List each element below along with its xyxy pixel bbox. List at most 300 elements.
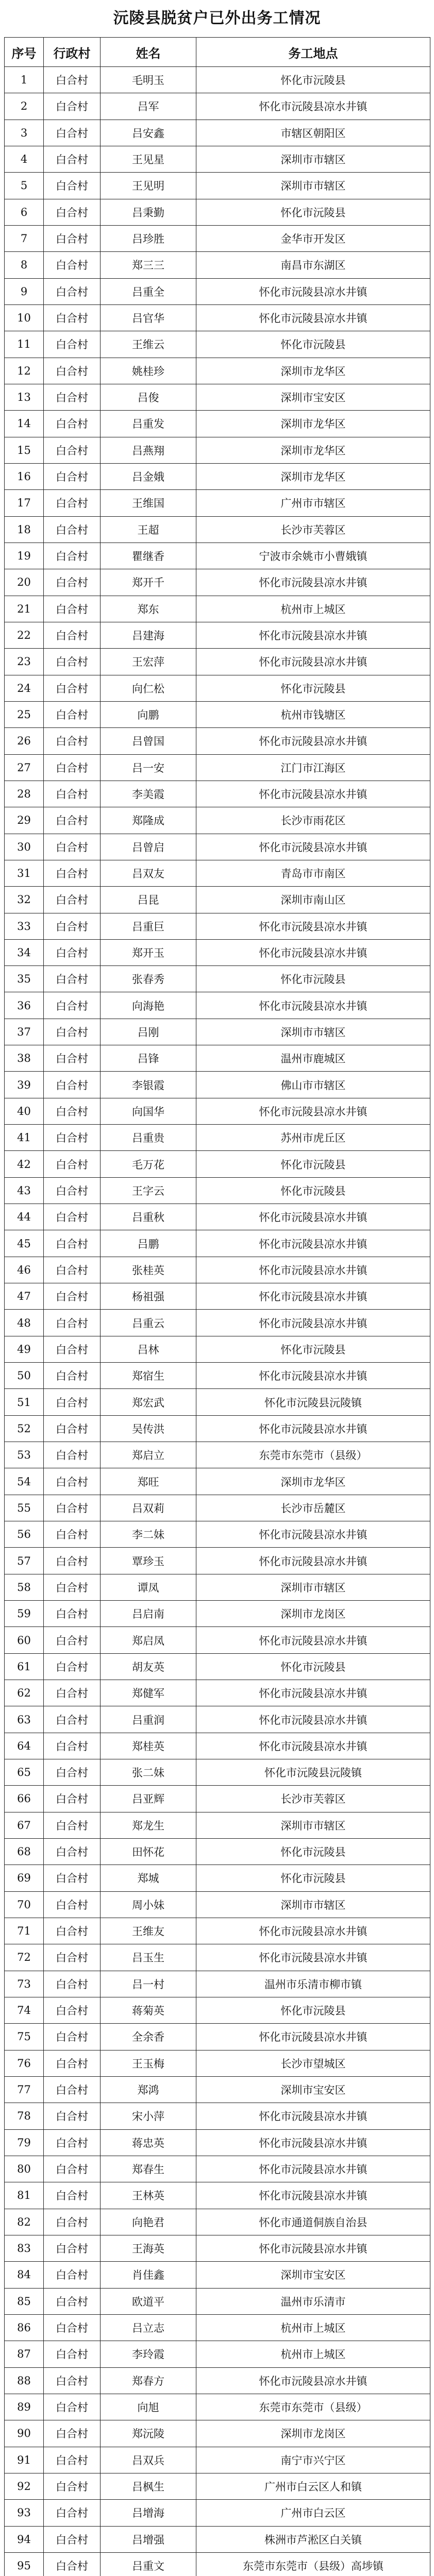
- cell-name: 郑启凤: [101, 1627, 196, 1653]
- cell-work-location: 长沙市雨花区: [196, 807, 430, 834]
- cell-village: 白合村: [44, 67, 101, 93]
- cell-work-location: 怀化市沅陵县: [196, 1653, 430, 1680]
- cell-index: 52: [5, 1415, 44, 1442]
- cell-work-location: 怀化市沅陵县: [196, 1151, 430, 1177]
- cell-name: 吕重云: [101, 1310, 196, 1336]
- table-row: [5, 1521, 430, 1548]
- cell-index: 58: [5, 1574, 44, 1600]
- table-row: [5, 2182, 430, 2209]
- cell-work-location: 温州市乐清市柳市镇: [196, 1971, 430, 1997]
- table-row: [5, 649, 430, 675]
- table-row: [5, 728, 430, 754]
- table-row: [5, 225, 430, 251]
- cell-village: 白合村: [44, 1310, 101, 1336]
- cell-index: 72: [5, 1944, 44, 1971]
- cell-work-location: 佛山市市辖区: [196, 1072, 430, 1098]
- cell-index: 83: [5, 2235, 44, 2261]
- cell-index: 92: [5, 2473, 44, 2499]
- cell-village: 白合村: [44, 1283, 101, 1310]
- cell-name: 周小妹: [101, 1891, 196, 1918]
- cell-work-location: 广州市白云区人和镇: [196, 2473, 430, 2499]
- cell-village: 白合村: [44, 701, 101, 727]
- cell-village: 白合村: [44, 2367, 101, 2394]
- cell-index: 33: [5, 913, 44, 939]
- cell-village: 白合村: [44, 596, 101, 622]
- document-title: 沅陵县脱贫户已外出务工情况: [113, 9, 321, 27]
- cell-index: 47: [5, 1283, 44, 1310]
- table-row: [5, 1759, 430, 1786]
- cell-village: 白合村: [44, 173, 101, 199]
- table-row: [5, 1865, 430, 1891]
- table-row: [5, 463, 430, 489]
- cell-village: 白合村: [44, 1495, 101, 1521]
- cell-work-location: 怀化市沅陵县凉水井镇: [196, 992, 430, 1019]
- table-row: [5, 1971, 430, 1997]
- cell-village: 白合村: [44, 1574, 101, 1600]
- table-row: [5, 2156, 430, 2182]
- table-row: [5, 2235, 430, 2261]
- cell-index: 10: [5, 304, 44, 331]
- cell-index: 69: [5, 1865, 44, 1891]
- cell-index: 17: [5, 490, 44, 516]
- cell-name: 谭凤: [101, 1574, 196, 1600]
- cell-name: 吕重秋: [101, 1204, 196, 1230]
- cell-village: 白合村: [44, 1415, 101, 1442]
- cell-name: 欧道平: [101, 2288, 196, 2314]
- cell-name: 向艳君: [101, 2209, 196, 2235]
- cell-village: 白合村: [44, 2050, 101, 2076]
- table-row: [5, 411, 430, 437]
- cell-index: 11: [5, 331, 44, 358]
- cell-village: 白合村: [44, 93, 101, 120]
- cell-index: 48: [5, 1310, 44, 1336]
- cell-village: 白合村: [44, 913, 101, 939]
- cell-village: 白合村: [44, 1045, 101, 1072]
- cell-name: 吕金娥: [101, 463, 196, 489]
- cell-village: 白合村: [44, 1468, 101, 1495]
- cell-name: 蒋忠英: [101, 2129, 196, 2156]
- table-row: [5, 1838, 430, 1865]
- table-row: [5, 1098, 430, 1124]
- cell-index: 34: [5, 939, 44, 965]
- cell-name: 吕安鑫: [101, 120, 196, 146]
- cell-village: 白合村: [44, 887, 101, 913]
- cell-work-location: 怀化市沅陵县凉水井镇: [196, 1733, 430, 1759]
- cell-work-location: 东莞市东莞市（县级）高埗镇: [196, 2552, 430, 2576]
- cell-index: 75: [5, 2024, 44, 2050]
- cell-name: 吕林: [101, 1336, 196, 1362]
- cell-work-location: 长沙市芙蓉区: [196, 516, 430, 543]
- cell-work-location: 怀化市沅陵县凉水井镇: [196, 1548, 430, 1574]
- table-row: [5, 2500, 430, 2526]
- cell-index: 89: [5, 2394, 44, 2420]
- table-row: [5, 2341, 430, 2367]
- cell-name: 王宏萍: [101, 649, 196, 675]
- cell-index: 40: [5, 1098, 44, 1124]
- table-row: [5, 754, 430, 781]
- cell-name: 毛明玉: [101, 67, 196, 93]
- cell-name: 王林英: [101, 2182, 196, 2209]
- cell-name: 蒋菊英: [101, 1997, 196, 2023]
- table-row: [5, 67, 430, 93]
- cell-work-location: 深圳市市辖区: [196, 1812, 430, 1838]
- cell-index: 28: [5, 781, 44, 807]
- cell-work-location: 怀化市沅陵县凉水井镇: [196, 834, 430, 860]
- cell-work-location: 深圳市市辖区: [196, 173, 430, 199]
- cell-work-location: 怀化市沅陵县凉水井镇: [196, 1363, 430, 1389]
- table-row: [5, 516, 430, 543]
- cell-work-location: 苏州市虎丘区: [196, 1125, 430, 1151]
- cell-work-location: 怀化市沅陵县凉水井镇: [196, 1204, 430, 1230]
- cell-index: 3: [5, 120, 44, 146]
- cell-work-location: 广州市市辖区: [196, 490, 430, 516]
- cell-village: 白合村: [44, 1918, 101, 1944]
- cell-name: 郑春生: [101, 2156, 196, 2182]
- table-row: [5, 1627, 430, 1653]
- cell-index: 35: [5, 966, 44, 992]
- cell-name: 王见星: [101, 146, 196, 172]
- cell-work-location: 怀化市沅陵县凉水井镇: [196, 1257, 430, 1283]
- table-row: [5, 2314, 430, 2341]
- cell-index: 12: [5, 358, 44, 384]
- cell-name: 郑龙生: [101, 1812, 196, 1838]
- cell-village: 白合村: [44, 781, 101, 807]
- cell-index: 64: [5, 1733, 44, 1759]
- cell-village: 白合村: [44, 516, 101, 543]
- cell-index: 5: [5, 173, 44, 199]
- cell-name: 向国华: [101, 1098, 196, 1124]
- cell-name: 吕俊: [101, 384, 196, 410]
- cell-index: 86: [5, 2314, 44, 2341]
- cell-index: 29: [5, 807, 44, 834]
- cell-work-location: 东莞市东莞市（县级）: [196, 1442, 430, 1468]
- cell-village: 白合村: [44, 569, 101, 596]
- table-row: [5, 93, 430, 120]
- cell-index: 53: [5, 1442, 44, 1468]
- cell-name: 吕官华: [101, 304, 196, 331]
- cell-village: 白合村: [44, 331, 101, 358]
- cell-village: 白合村: [44, 860, 101, 886]
- cell-work-location: 怀化市通道侗族自治县: [196, 2209, 430, 2235]
- cell-name: 吕立志: [101, 2314, 196, 2341]
- table-row: [5, 1786, 430, 1812]
- cell-village: 白合村: [44, 437, 101, 463]
- table-row: [5, 2050, 430, 2076]
- cell-village: 白合村: [44, 1521, 101, 1548]
- table-row: [5, 2552, 430, 2576]
- cell-name: 王维云: [101, 331, 196, 358]
- cell-work-location: 怀化市沅陵县凉水井镇: [196, 622, 430, 648]
- cell-name: 郑鸿: [101, 2076, 196, 2103]
- cell-work-location: 怀化市沅陵县: [196, 1838, 430, 1865]
- cell-village: 白合村: [44, 2314, 101, 2341]
- table-row: [5, 2447, 430, 2473]
- table-row: [5, 2262, 430, 2288]
- cell-work-location: 怀化市沅陵县: [196, 966, 430, 992]
- cell-name: 郑三三: [101, 252, 196, 278]
- table-row: [5, 1706, 430, 1733]
- cell-name: 吕秉勤: [101, 199, 196, 225]
- cell-index: 36: [5, 992, 44, 1019]
- cell-name: 张春秀: [101, 966, 196, 992]
- table-row: [5, 2288, 430, 2314]
- table-row: [5, 1177, 430, 1204]
- cell-work-location: 怀化市沅陵县凉水井镇: [196, 1944, 430, 1971]
- cell-village: 白合村: [44, 675, 101, 701]
- table-row: [5, 1389, 430, 1415]
- table-row: [5, 1257, 430, 1283]
- cell-work-location: 青岛市市南区: [196, 860, 430, 886]
- table-row: [5, 1072, 430, 1098]
- cell-work-location: 怀化市沅陵县沅陵镇: [196, 1389, 430, 1415]
- cell-index: 19: [5, 543, 44, 569]
- table-row: [5, 252, 430, 278]
- table-row: [5, 1230, 430, 1257]
- cell-name: 吕刚: [101, 1019, 196, 1045]
- table-row: [5, 1918, 430, 1944]
- cell-name: 吕双兵: [101, 2447, 196, 2473]
- cell-name: 郑宏武: [101, 1389, 196, 1415]
- cell-work-location: 深圳市龙华区: [196, 358, 430, 384]
- cell-village: 白合村: [44, 2420, 101, 2447]
- cell-village: 白合村: [44, 2156, 101, 2182]
- table-row: [5, 807, 430, 834]
- cell-work-location: 怀化市沅陵县凉水井镇: [196, 1627, 430, 1653]
- table-row: [5, 199, 430, 225]
- table-row: [5, 2473, 430, 2499]
- cell-name: 郑东: [101, 596, 196, 622]
- cell-work-location: 广州市白云区: [196, 2500, 430, 2526]
- table-row: [5, 437, 430, 463]
- cell-index: 49: [5, 1336, 44, 1362]
- table-row: [5, 860, 430, 886]
- cell-name: 覃珍玉: [101, 1548, 196, 1574]
- cell-work-location: 江门市江海区: [196, 754, 430, 781]
- cell-name: 吕珍胜: [101, 225, 196, 251]
- cell-name: 郑旺: [101, 1468, 196, 1495]
- cell-index: 78: [5, 2103, 44, 2129]
- cell-village: 白合村: [44, 2076, 101, 2103]
- data-table: [4, 37, 430, 2576]
- cell-index: 30: [5, 834, 44, 860]
- cell-index: 15: [5, 437, 44, 463]
- cell-name: 向旭: [101, 2394, 196, 2420]
- cell-village: 白合村: [44, 1601, 101, 1627]
- cell-name: 吕曾国: [101, 728, 196, 754]
- cell-work-location: 南昌市东湖区: [196, 252, 430, 278]
- cell-work-location: 怀化市沅陵县凉水井镇: [196, 569, 430, 596]
- cell-work-location: 怀化市沅陵县凉水井镇: [196, 1310, 430, 1336]
- cell-name: 郑桂英: [101, 1733, 196, 1759]
- table-row: [5, 1151, 430, 1177]
- cell-name: 王见明: [101, 173, 196, 199]
- cell-name: 向海艳: [101, 992, 196, 1019]
- cell-index: 39: [5, 1072, 44, 1098]
- cell-village: 白合村: [44, 622, 101, 648]
- table-row: [5, 1495, 430, 1521]
- cell-name: 吕枫生: [101, 2473, 196, 2499]
- cell-index: 45: [5, 1230, 44, 1257]
- table-row: [5, 358, 430, 384]
- cell-name: 吕重巨: [101, 913, 196, 939]
- cell-village: 白合村: [44, 992, 101, 1019]
- cell-index: 32: [5, 887, 44, 913]
- cell-work-location: 温州市鹿城区: [196, 1045, 430, 1072]
- cell-name: 姚桂珍: [101, 358, 196, 384]
- cell-village: 白合村: [44, 1971, 101, 1997]
- cell-work-location: 怀化市沅陵县凉水井镇: [196, 781, 430, 807]
- cell-work-location: 怀化市沅陵县: [196, 1997, 430, 2023]
- cell-work-location: 深圳市龙华区: [196, 411, 430, 437]
- cell-index: 46: [5, 1257, 44, 1283]
- cell-village: 白合村: [44, 358, 101, 384]
- table-row: [5, 2129, 430, 2156]
- cell-work-location: 深圳市南山区: [196, 887, 430, 913]
- table-row: [5, 1680, 430, 1706]
- table-row: [5, 1468, 430, 1495]
- cell-village: 白合村: [44, 1442, 101, 1468]
- header-row: [5, 38, 430, 67]
- table-row: [5, 781, 430, 807]
- cell-work-location: 怀化市沅陵县: [196, 331, 430, 358]
- cell-index: 6: [5, 199, 44, 225]
- cell-name: 肖佳鑫: [101, 2262, 196, 2288]
- cell-work-location: 怀化市沅陵县凉水井镇: [196, 1415, 430, 1442]
- cell-village: 白合村: [44, 2288, 101, 2314]
- cell-work-location: 深圳市龙华区: [196, 1468, 430, 1495]
- cell-village: 白合村: [44, 1759, 101, 1786]
- cell-index: 4: [5, 146, 44, 172]
- cell-work-location: 宁波市余姚市小曹娥镇: [196, 543, 430, 569]
- cell-village: 白合村: [44, 1997, 101, 2023]
- cell-index: 1: [5, 67, 44, 93]
- cell-name: 郑城: [101, 1865, 196, 1891]
- cell-work-location: 怀化市沅陵县凉水井镇: [196, 1918, 430, 1944]
- cell-index: 57: [5, 1548, 44, 1574]
- table-row: [5, 331, 430, 358]
- cell-village: 白合村: [44, 1653, 101, 1680]
- cell-work-location: 长沙市岳麓区: [196, 1495, 430, 1521]
- cell-name: 吕重润: [101, 1706, 196, 1733]
- header-name: 姓名: [101, 38, 196, 67]
- table-row: [5, 1733, 430, 1759]
- cell-name: 王海英: [101, 2235, 196, 2261]
- cell-name: 吕曾启: [101, 834, 196, 860]
- table-row: [5, 1019, 430, 1045]
- cell-index: 7: [5, 225, 44, 251]
- cell-work-location: 市辖区朝阳区: [196, 120, 430, 146]
- cell-village: 白合村: [44, 120, 101, 146]
- cell-name: 吕双友: [101, 860, 196, 886]
- table-row: [5, 543, 430, 569]
- cell-village: 白合村: [44, 543, 101, 569]
- cell-work-location: 怀化市沅陵县凉水井镇: [196, 2129, 430, 2156]
- cell-work-location: 长沙市望城区: [196, 2050, 430, 2076]
- cell-index: 55: [5, 1495, 44, 1521]
- cell-work-location: 怀化市沅陵县凉水井镇: [196, 1283, 430, 1310]
- cell-name: 王字云: [101, 1177, 196, 1204]
- cell-index: 68: [5, 1838, 44, 1865]
- cell-index: 84: [5, 2262, 44, 2288]
- cell-village: 白合村: [44, 834, 101, 860]
- table-row: [5, 2103, 430, 2129]
- cell-index: 24: [5, 675, 44, 701]
- table-row: [5, 146, 430, 172]
- table-row: [5, 966, 430, 992]
- table-row: [5, 913, 430, 939]
- cell-name: 郑启立: [101, 1442, 196, 1468]
- cell-name: 瞿继香: [101, 543, 196, 569]
- cell-village: 白合村: [44, 1072, 101, 1098]
- cell-index: 63: [5, 1706, 44, 1733]
- cell-work-location: 怀化市沅陵县凉水井镇: [196, 2103, 430, 2129]
- table-row: [5, 1045, 430, 1072]
- table-row: [5, 1363, 430, 1389]
- cell-village: 白合村: [44, 1680, 101, 1706]
- cell-village: 白合村: [44, 1865, 101, 1891]
- cell-name: 向鹏: [101, 701, 196, 727]
- table-row: [5, 2024, 430, 2050]
- cell-name: 吕一村: [101, 1971, 196, 1997]
- cell-village: 白合村: [44, 2129, 101, 2156]
- cell-village: 白合村: [44, 2209, 101, 2235]
- cell-work-location: 金华市开发区: [196, 225, 430, 251]
- cell-work-location: 深圳市龙岗区: [196, 2420, 430, 2447]
- cell-index: 80: [5, 2156, 44, 2182]
- cell-work-location: 怀化市沅陵县凉水井镇: [196, 913, 430, 939]
- cell-village: 白合村: [44, 807, 101, 834]
- cell-index: 8: [5, 252, 44, 278]
- cell-village: 白合村: [44, 252, 101, 278]
- table-row: [5, 1442, 430, 1468]
- cell-village: 白合村: [44, 1336, 101, 1362]
- cell-work-location: 怀化市沅陵县凉水井镇: [196, 939, 430, 965]
- table-row: [5, 278, 430, 304]
- table-row: [5, 569, 430, 596]
- cell-name: 吕建海: [101, 622, 196, 648]
- cell-name: 郑隆成: [101, 807, 196, 834]
- cell-village: 白合村: [44, 2552, 101, 2576]
- cell-name: 王维友: [101, 1918, 196, 1944]
- cell-index: 66: [5, 1786, 44, 1812]
- cell-work-location: 长沙市芙蓉区: [196, 1786, 430, 1812]
- cell-village: 白合村: [44, 1363, 101, 1389]
- cell-work-location: 怀化市沅陵县: [196, 1865, 430, 1891]
- cell-index: 44: [5, 1204, 44, 1230]
- cell-name: 吕重全: [101, 278, 196, 304]
- cell-work-location: 深圳市市辖区: [196, 1019, 430, 1045]
- cell-village: 白合村: [44, 1389, 101, 1415]
- cell-work-location: 怀化市沅陵县沅陵镇: [196, 1759, 430, 1786]
- cell-index: 61: [5, 1653, 44, 1680]
- cell-village: 白合村: [44, 1891, 101, 1918]
- cell-village: 白合村: [44, 2235, 101, 2261]
- cell-index: 62: [5, 1680, 44, 1706]
- cell-name: 毛万花: [101, 1151, 196, 1177]
- cell-index: 94: [5, 2526, 44, 2552]
- table-row: [5, 1283, 430, 1310]
- cell-index: 16: [5, 463, 44, 489]
- table-row: [5, 1601, 430, 1627]
- cell-index: 76: [5, 2050, 44, 2076]
- cell-village: 白合村: [44, 966, 101, 992]
- cell-name: 吕双莉: [101, 1495, 196, 1521]
- cell-index: 27: [5, 754, 44, 781]
- cell-name: 宋小萍: [101, 2103, 196, 2129]
- table-row: [5, 992, 430, 1019]
- table-row: [5, 2526, 430, 2552]
- table-header: [5, 38, 430, 67]
